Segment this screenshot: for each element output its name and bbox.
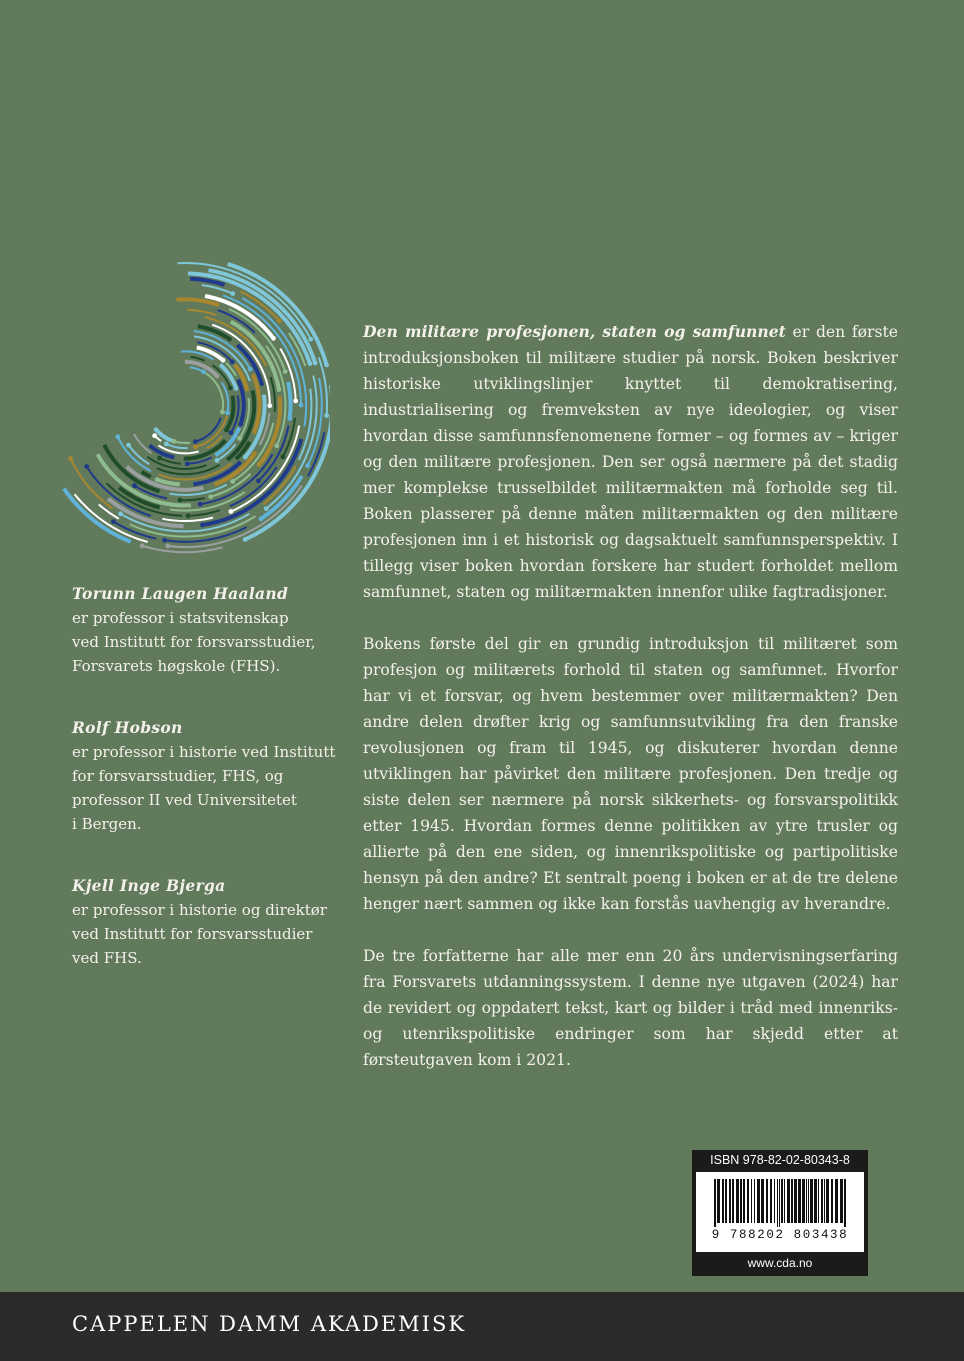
barcode-bar (808, 1179, 809, 1223)
arc-node (164, 442, 169, 447)
arc-node (230, 359, 235, 364)
bio-line: for forsvarsstudier, FHS, og (72, 767, 284, 785)
barcode-digits: 9 788202 803438 (711, 1228, 849, 1242)
barcode-bar (779, 1179, 780, 1227)
barcode-bar (751, 1179, 752, 1223)
arc-node (185, 461, 190, 466)
bio-line: ved Institutt for forsvarsstudier (72, 925, 313, 943)
description-paragraph-3: De tre forfatterne har alle mer enn 20 års undervisningserfaring fra Forsvarets utdanningssystem. I denne nye utgaven (2024) har de revidert og oppdatert tekst, kart og bilder i tråd med innenriks- og utenrikspolitiske endringer som har skjedd etter at førsteutgaven kom i 2021. (363, 947, 898, 1069)
arc-node (243, 537, 248, 542)
arc-node (178, 498, 183, 503)
arc-segment (174, 441, 190, 443)
author-haaland (72, 582, 342, 678)
arc-node (308, 337, 313, 342)
arc-node (271, 336, 276, 341)
arc-node (277, 318, 282, 323)
barcode-bar (821, 1179, 823, 1223)
arc-node (305, 463, 310, 468)
author-hobson (72, 716, 342, 836)
arc-node (111, 519, 116, 524)
arc-node (132, 483, 137, 488)
barcode-bar (743, 1179, 745, 1223)
arc-node (243, 455, 248, 460)
barcode-bar (729, 1179, 731, 1223)
arc-node (313, 361, 318, 366)
arc-segment (195, 418, 221, 442)
bio-line: er professor i historie og direktør (72, 901, 327, 919)
publisher-name: CAPPELEN DAMM AKADEMISK (72, 1312, 467, 1336)
arc-node (201, 369, 206, 374)
arc-node (165, 544, 170, 549)
barcode-bar (791, 1179, 793, 1223)
barcode-bar (835, 1179, 838, 1223)
arc-node (155, 477, 160, 482)
arc-node (324, 413, 329, 418)
barcode-bar (781, 1179, 783, 1223)
arc-node (84, 464, 89, 469)
description-p1-text: er den første introduksjonsboken til militære studier på norsk. Boken beskriver historiske utviklingslinjer knyttet til demokratisering, industrialisering og fremveksten av nye ideologier, og viser hvordan disse samfunnsfenomenene former – og formes av – kriger og den militære profesjonen. Den ser også nærmere på det stadig mer komplekse trusselbildet militærmakten må forholde seg til. Boken plasserer på denne måten militærmakten og den militære profesjonen inn i et historisk og dagsaktuelt samfunnsperspektiv. I tillegg viser boken hvordan forskere har studert forholdet mellom samfunnet, staten og militærmakten innenfor ulike fagtradisjoner. (363, 323, 899, 601)
barcode-bar (774, 1179, 775, 1223)
arc-node (140, 543, 145, 548)
arc-node (281, 454, 286, 459)
barcode-bar (784, 1179, 785, 1223)
barcode-bar (802, 1179, 805, 1223)
barcode-bar (840, 1179, 843, 1223)
barcode-bar (810, 1179, 813, 1223)
arc-node (293, 399, 298, 404)
arc-segment (118, 437, 151, 471)
author-name: Rolf Hobson (72, 718, 183, 737)
arc-node (248, 367, 253, 372)
author-list (72, 582, 342, 1008)
barcode-bar (770, 1179, 772, 1223)
arc-node (215, 458, 220, 463)
arc-node (229, 509, 234, 514)
arc-segment (187, 310, 216, 315)
barcode-bar (844, 1179, 846, 1227)
barcode-bar (717, 1179, 720, 1223)
arc-node (228, 386, 233, 391)
bio-line: ved Institutt for forsvarsstudier, (72, 633, 316, 651)
arc-node (162, 538, 167, 543)
arc-node (200, 523, 205, 528)
barcode-bar (747, 1179, 749, 1223)
bio-line: professor II ved Universitetet (72, 791, 297, 809)
arc-node (229, 430, 234, 435)
arc-segment (185, 362, 217, 376)
arc-node (154, 427, 159, 432)
arc-node (68, 456, 73, 461)
arc-node (267, 403, 272, 408)
arc-node (283, 369, 288, 374)
description-paragraph-1 (363, 319, 898, 605)
arc-node (221, 358, 226, 363)
publisher-footer (0, 1292, 964, 1361)
barcode-bar (722, 1179, 724, 1223)
bio-line: er professor i historie ved Institutt (72, 743, 336, 761)
description-paragraph-2: Bokens første del gir en grundig introduksjon til militæret som profesjon og militærets forhold til staten og samfunnet. Hvorfor har vi et forsvar, og hvem bestemmer over militærmakten? Den andre delen drøfter krig og samfunnsutvikling fra den franske revolusjonen og fram til 1945, og diskuterer hvordan denne utviklingen har påvirket den militære profesjonen. Den tredje og siste delen ser nærmere på norsk sikkerhets- og forsvarspolitikk etter 1945. Hvordan formes denne politikken av ytre trusler og allierte på den ene siden, og innenrikspolitiske og partipolitiske hensyn på den andre? Et sentralt poeng i boken er at de tre delene henger nært sammen og ikke kan forstås uavhengig av hverandre. (363, 635, 898, 913)
barcode-bar (732, 1179, 734, 1223)
barcode-bar (754, 1179, 755, 1223)
bio-line: Forsvarets høgskole (FHS). (72, 657, 281, 675)
arc-node (230, 291, 235, 296)
barcode-bar (777, 1179, 778, 1227)
arc-node (193, 439, 198, 444)
arc-node (193, 445, 198, 450)
author-name: Kjell Inge Bjerga (72, 876, 226, 895)
bio-line: er professor i statsvitenskap (72, 609, 289, 627)
author-bio (72, 606, 342, 678)
bio-line: ved FHS. (72, 949, 142, 967)
arc-node (264, 506, 269, 511)
barcode-bar (826, 1179, 829, 1223)
arc-segment (180, 498, 205, 500)
arc-node (107, 498, 112, 503)
arc-node (220, 410, 225, 415)
concentric-arcs-icon (40, 255, 330, 555)
barcode-bar (806, 1179, 807, 1223)
arc-segment (134, 434, 152, 453)
arc-node (115, 434, 120, 439)
barcode-bar (714, 1179, 716, 1227)
arc-node (259, 516, 264, 521)
arc-node (299, 403, 304, 408)
arc-node (287, 416, 292, 421)
arc-node (256, 478, 261, 483)
arc-node (324, 363, 329, 368)
barcode-bar (824, 1179, 825, 1223)
arc-segment (176, 299, 217, 304)
arc-segment (190, 357, 205, 361)
barcode-bar (766, 1179, 768, 1223)
author-bjerga (72, 874, 342, 970)
barcode-bar (787, 1179, 790, 1223)
arc-node (208, 494, 213, 499)
barcode-bar (725, 1179, 727, 1223)
author-name: Torunn Laugen Haaland (72, 584, 289, 603)
book-description (363, 319, 898, 1099)
author-bio (72, 898, 342, 970)
arc-segment (160, 458, 181, 464)
barcode-bar (740, 1179, 742, 1223)
arc-node (126, 443, 131, 448)
bio-line: i Bergen. (72, 815, 142, 833)
arc-node (171, 439, 176, 444)
barcode-bar (831, 1179, 833, 1223)
arc-node (225, 410, 230, 415)
arc-node (308, 361, 313, 366)
isbn-barcode-block (692, 1150, 868, 1276)
arc-node (224, 428, 229, 433)
arc-node (257, 462, 262, 467)
publisher-url: www.cda.no (747, 1256, 813, 1270)
barcode-icon (714, 1179, 848, 1227)
arc-node (186, 513, 191, 518)
arc-node (215, 302, 220, 307)
barcode-bar (794, 1179, 797, 1223)
arc-node (215, 374, 220, 379)
barcode-bar (761, 1179, 764, 1223)
arc-segment (159, 446, 199, 454)
arc-node (198, 502, 203, 507)
arc-node (118, 511, 123, 516)
arc-node (234, 386, 239, 391)
arc-segment (142, 472, 151, 477)
isbn-label: ISBN 978-82-02-80343-8 (710, 1153, 850, 1167)
barcode-bar (736, 1179, 739, 1223)
book-title: Den militære profesjonen, staten og samfunnet (363, 322, 786, 341)
arc-node (274, 443, 279, 448)
arc-segment (206, 373, 223, 412)
barcode (696, 1172, 864, 1252)
arc-segment (202, 285, 233, 294)
arc-node (227, 337, 232, 342)
barcode-bar (798, 1179, 801, 1223)
arc-segment (261, 476, 302, 519)
arc-segment (288, 382, 290, 418)
barcode-bar (814, 1179, 817, 1223)
arc-node (237, 436, 242, 441)
author-bio (72, 740, 342, 836)
arc-node (277, 387, 282, 392)
arc-segment (166, 444, 187, 448)
arc-node (152, 433, 157, 438)
barcode-bar (757, 1179, 760, 1223)
arc-node (157, 456, 162, 461)
arc-node (238, 422, 243, 427)
arc-node (230, 479, 235, 484)
barcode-bar (818, 1179, 819, 1223)
arc-segment (157, 480, 180, 485)
